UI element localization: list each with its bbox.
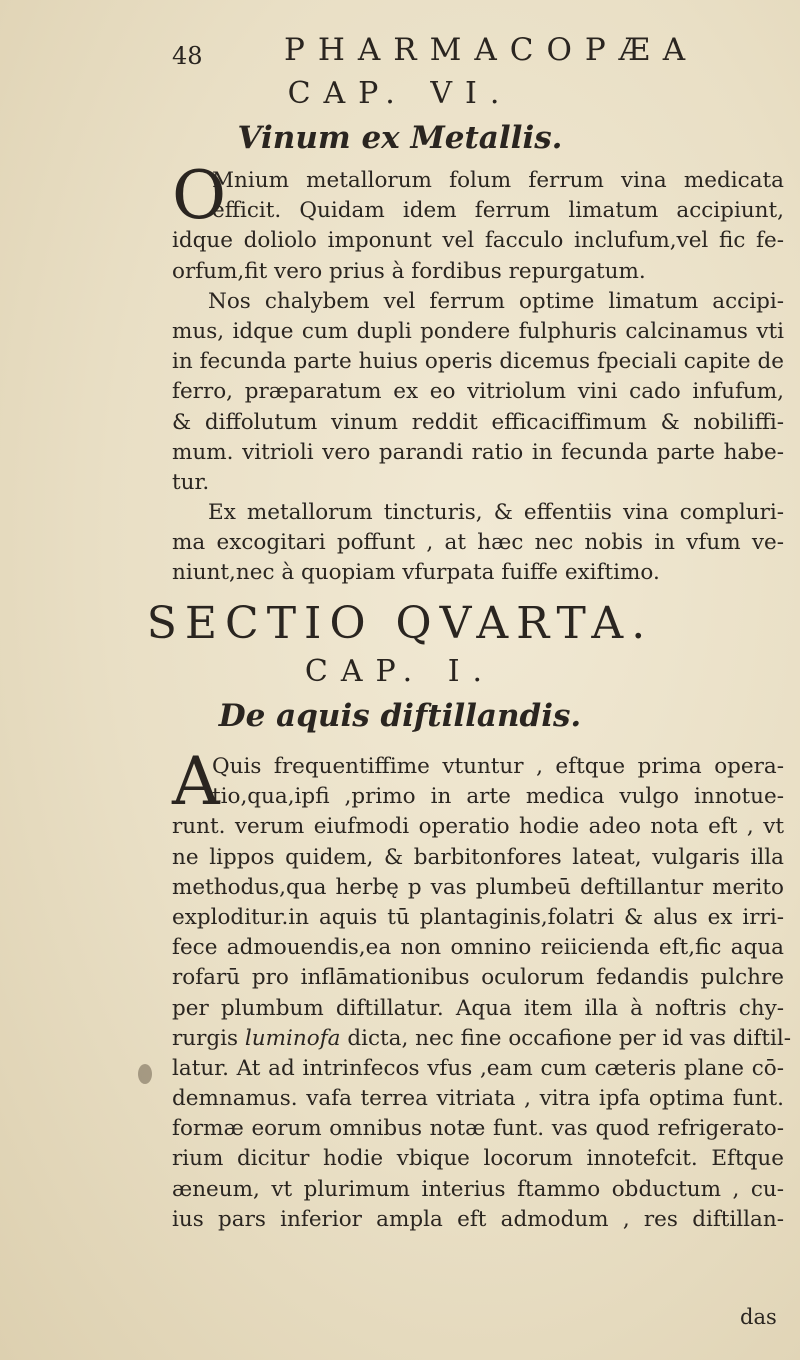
text-line: ne lippos quidem, & barbitonfores lateat, vulgaris illa [172,844,784,870]
text-line: rium dicitur hodie vbique locorum innotefcit. Eftque [172,1146,784,1172]
text-line: niunt,nec à quopiam vfurpata fuiffe exiftimo. [172,560,660,586]
text-line: mus, idque cum dupli pondere fulphuris calcinamus vti [172,318,784,344]
ink-stain [138,1064,152,1084]
section-title: SECTIO QVARTA. [146,598,654,649]
page-header [172,30,732,80]
text-line: æneum, vt plurimum interius ftammo obductum , cu- [172,1176,784,1202]
text-line: in fecunda parte huius operis dicemus fpeciali capite de [172,349,784,375]
text-line: latur. At ad intrinfecos vfus ,eam cum cæteris plane cō- [172,1055,784,1081]
text-line: formæ eorum omnibus notæ funt. vas quod refrigerato- [172,1116,784,1142]
chapter-six-body [172,157,784,589]
text-line: idque doliolo imponunt vel facculo inclufum,vel fic fe- [172,228,784,254]
catchword: das [740,1305,777,1329]
drop-cap-a: A [172,743,220,820]
text-line: methodus,qua herbę p vas plumbeū deftillantur merito [172,874,784,900]
text-line: runt. verum eiufmodi operatio hodie adeo nota eft , vt [172,814,784,840]
chapter-heading: CAP. VI. [287,76,513,111]
text-line: Nos chalybem vel ferrum optime limatum accipi- [208,288,784,314]
chapter-title: Vinum ex Metallis. [237,120,563,156]
text-line: per plumbum diftillatur. Aqua item illa à noftris chy- [172,995,784,1021]
chapter-title: De aquis diftillandis. [218,698,582,734]
text-line: tio,qua,ipfi ,primo in arte medica vulgo innotue- [212,784,784,810]
text-line: & diffolutum vinum reddit efficaciffimum & nobiliffi- [172,409,784,435]
text-line: Mnium metallorum folum ferrum vina medicata [212,168,784,193]
text-line: ferro, præparatum ex eo vitriolum vini cado infufum, [172,379,784,405]
running-title: PHARMACOPÆA [284,32,699,68]
text-line: demnamus. vafa terrea vitriata , vitra ipfa optima funt. [172,1086,784,1112]
text-line: Quis frequentiffime vtuntur , eftque prima opera- [212,754,784,779]
drop-cap-o: O [172,157,227,234]
text-line: Ex metallorum tincturis, & effentiis vina compluri- [208,500,784,526]
text-line: rofarū pro inflāmationibus oculorum fedandis pulchre [172,965,784,991]
text-line: orfum,fit vero prius à fordibus repurgatum. [172,258,646,284]
italic-word: luminofa [244,1025,341,1051]
chapter-heading: CAP. I. [304,654,496,689]
text-line: rurgis luminofa dicta, nec fine occafione per id vas diftil- [172,1025,792,1051]
text-line: exploditur.in aquis tū plantaginis,folatri & alus ex irri- [172,904,784,930]
text-line: mum. vitrioli vero parandi ratio in fecunda parte habe- [172,439,784,465]
text-line: efficit. Quidam idem ferrum limatum accipiunt, [212,198,784,224]
page-number: 48 [172,42,203,70]
section-four-body [172,743,792,1235]
text-line: fece admouendis,ea non omnino reiicienda eft,fic aqua [172,935,784,961]
text-line: ius pars inferior ampla eft admodum , res diftillan- [172,1206,784,1232]
text-line: ma excogitari poffunt , at hæc nec nobis in vfum ve- [172,530,784,556]
text-line: tur. [172,469,210,495]
